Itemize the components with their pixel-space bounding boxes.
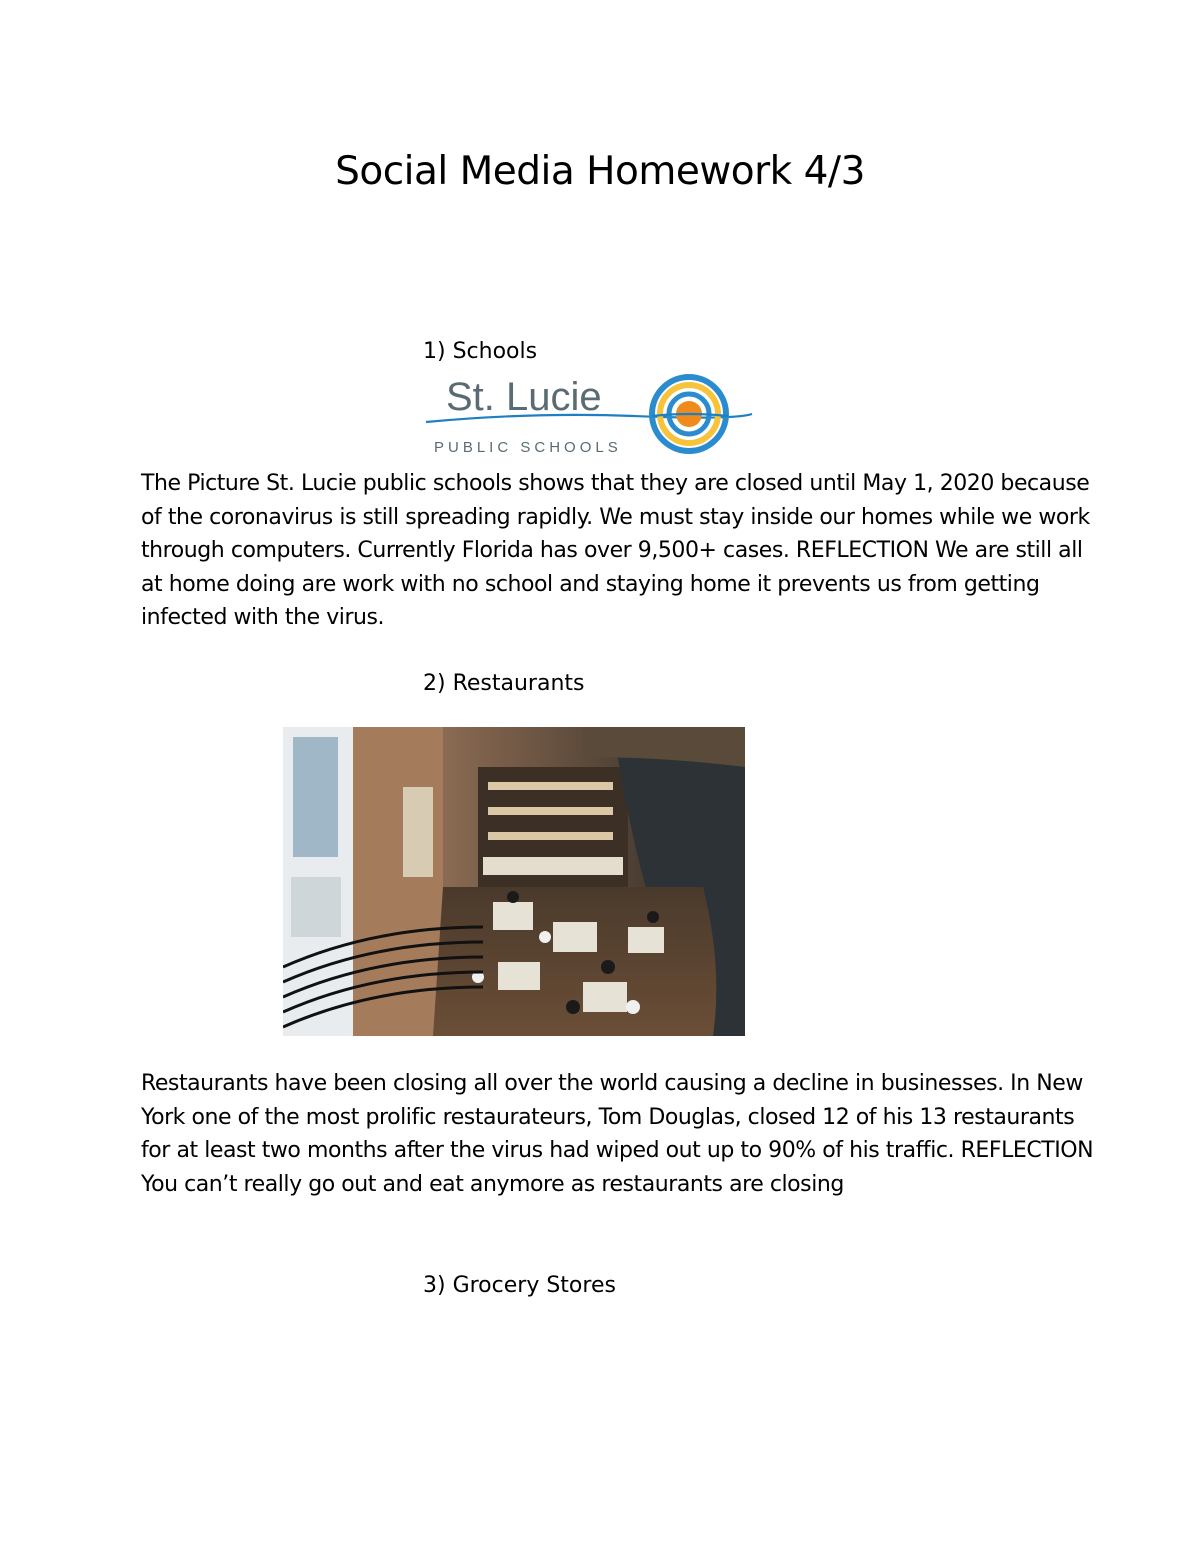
section-heading-grocery-stores: 3) Grocery Stores: [423, 1273, 616, 1298]
st-lucie-public-schools-logo: [424, 372, 754, 460]
restaurant-interior-photo: [283, 727, 745, 1036]
logo-subtext: PUBLIC SCHOOLS: [434, 439, 622, 456]
section-heading-restaurants: 2) Restaurants: [423, 671, 585, 696]
section-heading-schools: 1) Schools: [423, 339, 538, 364]
sun-icon: [650, 377, 729, 456]
logo-name-text: St. Lucie: [446, 375, 602, 419]
schools-paragraph: The Picture St. Lucie public schools shows that they are closed until May 1, 2020 because of the coronavirus is still spreading rapidly. We must stay inside our homes while we work through computers. Currently Florida has over 9,500+ cases. REFLECTION We are still all at home doing are work with no school and staying home it prevents us from getting infected with the virus.: [141, 471, 1090, 631]
page-title: Social Media Homework 4/3: [335, 149, 865, 194]
restaurants-paragraph: Restaurants have been closing all over the world causing a decline in businesses. In New York one of the most prolific restaurateurs, Tom Douglas, closed 12 of his 13 restaurants for at least two months after the virus had wiped out up to 90% of his traffic. REFLECTION You can’t really go out and eat anymore as restaurants are closing: [141, 1071, 1094, 1197]
